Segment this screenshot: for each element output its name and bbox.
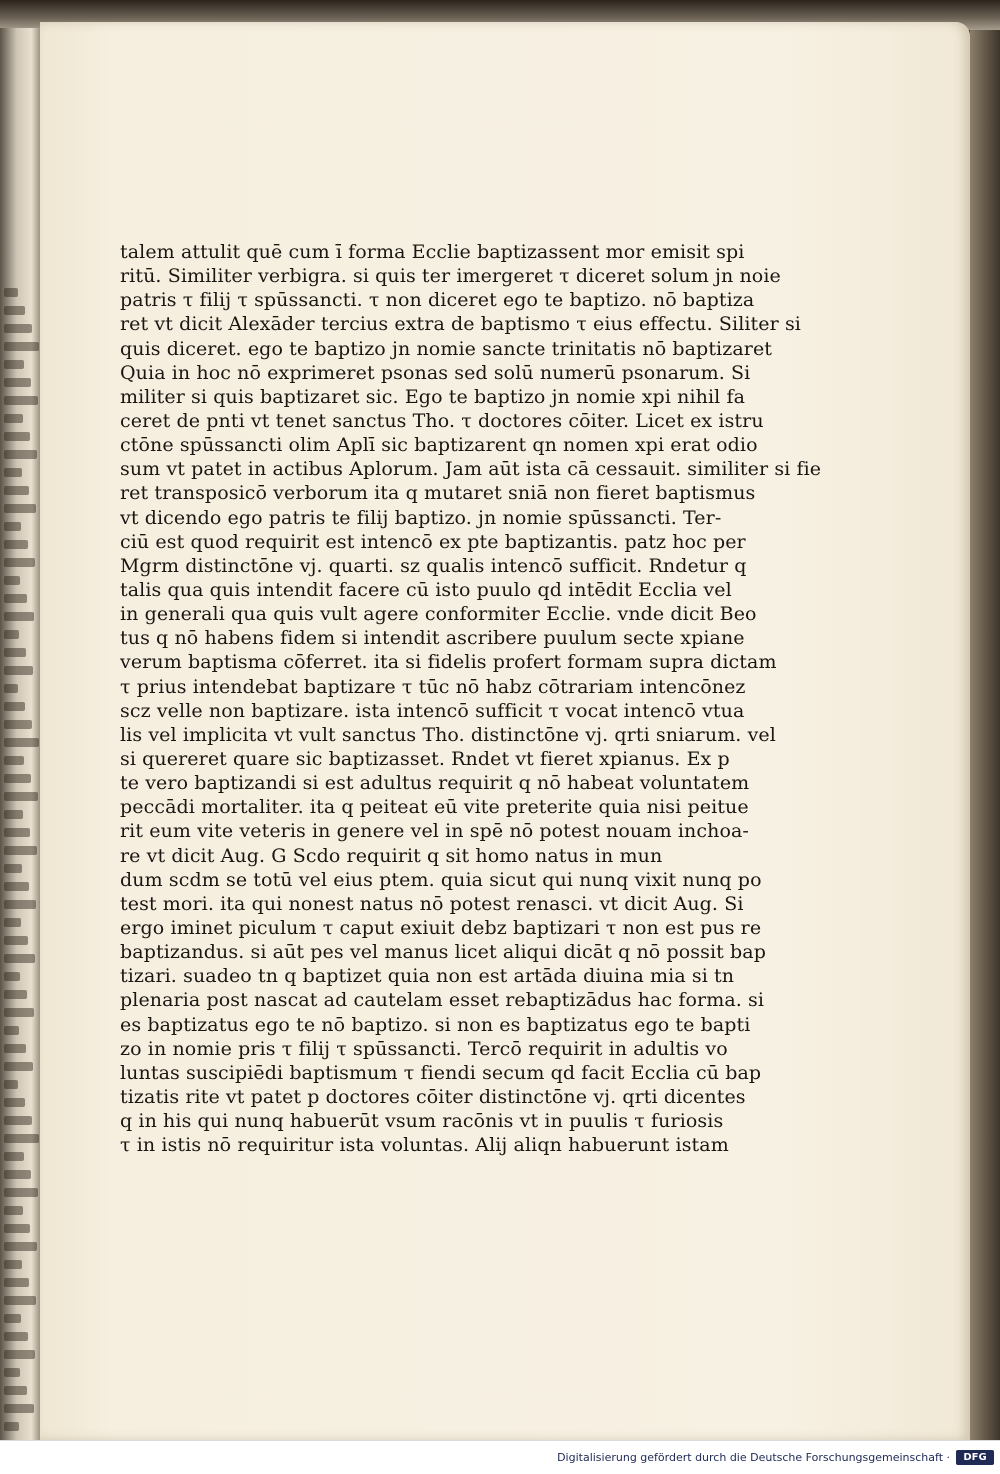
- facing-page-text-trace: [4, 1008, 34, 1017]
- facing-page-text-trace: [4, 1188, 38, 1197]
- facing-page-text-trace: [4, 1026, 19, 1035]
- text-line: talem attulit quē cum ī forma Ecclie baptizassent mor emisit spi: [120, 241, 745, 263]
- text-line: sum vt patet in actibus Aplorum. Jam aūt ista cā cessauit. similiter si fie: [120, 458, 822, 481]
- facing-page-text-trace: [4, 684, 18, 693]
- facing-page-text-trace: [4, 900, 36, 909]
- facing-page-text-trace: [4, 738, 39, 747]
- text-line: es baptizatus ego te nō baptizo. si non es baptizatus ego te bapti: [120, 1013, 751, 1036]
- facing-page-text-trace: [4, 792, 38, 801]
- text-line: τ in istis nō requiritur ista voluntas. Alij aliqn habuerunt istam: [120, 1134, 729, 1157]
- facing-page-text-trace: [4, 522, 21, 531]
- facing-page-text-trace: [4, 1152, 24, 1161]
- facing-page-text-trace: [4, 378, 31, 387]
- facing-page-text-trace: [4, 720, 32, 729]
- facing-page-text-trace: [4, 504, 36, 513]
- text-line: q in his qui nunq habuerūt vsum racōnis vt in puulis τ furiosis: [120, 1110, 724, 1133]
- facing-page-text-trace: [4, 396, 38, 405]
- text-line: tizari. suadeo tn q baptizet quia non est artāda diuina mia si tn: [120, 965, 735, 988]
- facing-page-text-trace: [4, 972, 20, 981]
- text-line: ctōne spūssancti olim Aplī sic baptizarent qn nomen xpi erat odio: [120, 434, 758, 457]
- text-line: ret transposicō verborum ita q mutaret sniā non fieret baptismus: [120, 482, 756, 505]
- text-line: vt dicendo ego patris te filij baptizo. jn nomie spūssancti. Ter-: [120, 506, 722, 529]
- facing-page-text-trace: [4, 414, 23, 423]
- text-line: ceret de pnti vt tenet sanctus Tho. τ doctores cōiter. Licet ex istru: [120, 409, 764, 432]
- text-line: te vero baptizandi si est adultus requirit q nō habeat voluntatem: [120, 772, 750, 795]
- text-line: dum scdm se totū vel eius ptem. quia sicut qui nunq vixit nunq po: [120, 868, 762, 891]
- facing-page-text-trace: [4, 774, 31, 783]
- text-line: quis diceret. ego te baptizo jn nomie sancte trinitatis nō baptizaret: [120, 337, 773, 360]
- text-line: plenaria post nascat ad cautelam esset rebaptizādus hac forma. si: [120, 989, 765, 1012]
- text-line: tizatis rite vt patet p doctores cōiter distinctōne vj. qrti dicentes: [120, 1085, 746, 1108]
- facing-page-text-trace: [4, 1080, 18, 1089]
- text-line: zo in nomie pris τ filij τ spūssancti. Tercō requirit in adultis vo: [120, 1037, 728, 1060]
- page-fore-edge: [970, 30, 1000, 1440]
- facing-page-text-trace: [4, 450, 37, 459]
- facing-page-text-trace: [4, 360, 24, 369]
- text-line: si quereret quare sic baptizasset. Rndet vt fieret xpianus. Ex p: [120, 747, 730, 770]
- text-line: tus q nō habens fidem si intendit ascribere puulum secte xpiane: [120, 627, 745, 650]
- facing-page-text-trace: [4, 342, 39, 351]
- facing-page-text-trace: [4, 576, 20, 585]
- text-line: peccādi mortaliter. ita q peiteat eū vite preterite quia nisi peitue: [120, 796, 749, 819]
- facing-page-text-trace: [4, 954, 35, 963]
- text-line: in generali qua quis vult agere conformiter Ecclie. vnde dicit Beo: [120, 603, 757, 626]
- facing-page-text-trace: [4, 882, 29, 891]
- facing-page-text-trace: [4, 702, 25, 711]
- facing-page-text-trace: [4, 990, 27, 999]
- text-line: lis vel implicita vt vult sanctus Tho. distinctōne vj. qrti sniarum. vel: [120, 723, 776, 746]
- text-line: scz velle non baptizare. ista intencō sufficit τ vocat intencō vtua: [120, 699, 745, 722]
- text-line: ret vt dicit Alexāder tercius extra de baptismo τ eius effectu. Siliter si: [120, 313, 801, 336]
- text-line: τ prius intendebat baptizare τ tūc nō habz cōtrariam intencōnez: [120, 675, 746, 698]
- facing-page-text-trace: [4, 1206, 23, 1215]
- text-line: verum baptisma cōferret. ita si fidelis profert formam supra dictam: [120, 651, 777, 674]
- facing-page-text-trace: [4, 1242, 37, 1251]
- text-line: talis qua quis intendit facere cū isto puulo qd intēdit Ecclia vel: [120, 578, 732, 601]
- facing-page-text-trace: [4, 558, 35, 567]
- text-line: re vt dicit Aug. G Scdo requirit q sit homo natus in mun: [120, 844, 663, 867]
- text-line: ciū est quod requirit est intencō ex pte baptizantis. patz hoc per: [120, 530, 746, 553]
- facing-page-text-trace: [4, 1062, 33, 1071]
- text-line: patris τ filij τ spūssancti. τ non diceret ego te baptizo. nō baptiza: [120, 289, 755, 312]
- facing-page-text-trace: [4, 468, 22, 477]
- facing-page-text-trace: [4, 432, 30, 441]
- facing-page-text-trace: [4, 324, 32, 333]
- text-line: Mgrm distinctōne vj. quarti. sz qualis intencō sufficit. Rndetur q: [120, 554, 747, 577]
- facing-page-text-trace: [4, 1296, 36, 1305]
- facing-page-text-trace: [4, 1386, 27, 1395]
- facing-page-text-trace: [4, 1170, 31, 1179]
- dfg-logo: DFG: [956, 1450, 994, 1465]
- facing-page-text-trace: [4, 864, 22, 873]
- facing-page-text-trace: [4, 594, 27, 603]
- facing-page-text-trace: [4, 666, 33, 675]
- facing-page-text-trace: [4, 1404, 34, 1413]
- text-line: rit eum vite veteris in genere vel in spē nō potest nouam inchoa-: [120, 820, 749, 843]
- facing-page-text-trace: [4, 486, 29, 495]
- text-line: militer si quis baptizaret sic. Ego te baptizo jn nomie xpi nihil fa: [120, 385, 746, 408]
- facing-page-text-trace: [4, 1278, 29, 1287]
- incunable-text-column: [120, 240, 822, 1157]
- facing-page-text-trace: [4, 1134, 39, 1143]
- dfg-credit-text: Digitalisierung gefördert durch die Deutsche Forschungsgemeinschaft ·: [557, 1451, 950, 1464]
- facing-page-text-trace: [4, 648, 26, 657]
- facing-page-text-trace: [4, 846, 37, 855]
- facing-page-text-trace: [4, 306, 25, 315]
- text-line: ritū. Similiter verbigra. si quis ter imergeret τ diceret solum jn noie: [120, 265, 781, 288]
- facing-page-text-trace: [4, 540, 28, 549]
- facing-page-text-trace: [4, 1098, 25, 1107]
- text-line: Quia in hoc nō exprimeret psonas sed solū numerū psonarum. Si: [120, 361, 751, 384]
- facing-page-text-trace: [4, 756, 24, 765]
- facing-page-text-trace: [4, 288, 18, 297]
- facing-page-text-trace: [4, 828, 30, 837]
- text-line: luntas suscipiēdi baptismum τ fiendi secum qd facit Ecclia cū bap: [120, 1061, 762, 1084]
- facing-page-text-trace: [4, 612, 34, 621]
- facing-page-text-trace: [4, 630, 19, 639]
- facing-page-text-trace: [4, 1224, 30, 1233]
- facing-page-text-trace: [4, 936, 28, 945]
- facing-page-text-trace: [4, 1368, 20, 1377]
- facing-page-text-trace: [4, 918, 21, 927]
- text-line: baptizandus. si aūt pes vel manus licet aliqui dicāt q nō possit bap: [120, 941, 766, 964]
- text-line: test mori. ita qui nonest natus nō potest renasci. vt dicit Aug. Si: [120, 892, 744, 915]
- facing-page-text-trace: [4, 1116, 32, 1125]
- facing-page-text-trace: [4, 1350, 35, 1359]
- facing-page-text-trace: [4, 1422, 19, 1431]
- facing-page-text-trace: [4, 1314, 21, 1323]
- facing-page-text-trace: [4, 1044, 26, 1053]
- facing-page-edge: [0, 28, 42, 1440]
- footer-bar: [0, 1440, 1000, 1474]
- text-line: ergo iminet piculum τ caput exiuit debz baptizari τ non est pus re: [120, 916, 762, 939]
- facing-page-text-trace: [4, 1260, 22, 1269]
- facing-page-text-trace: [4, 1332, 28, 1341]
- facing-page-text-trace: [4, 810, 23, 819]
